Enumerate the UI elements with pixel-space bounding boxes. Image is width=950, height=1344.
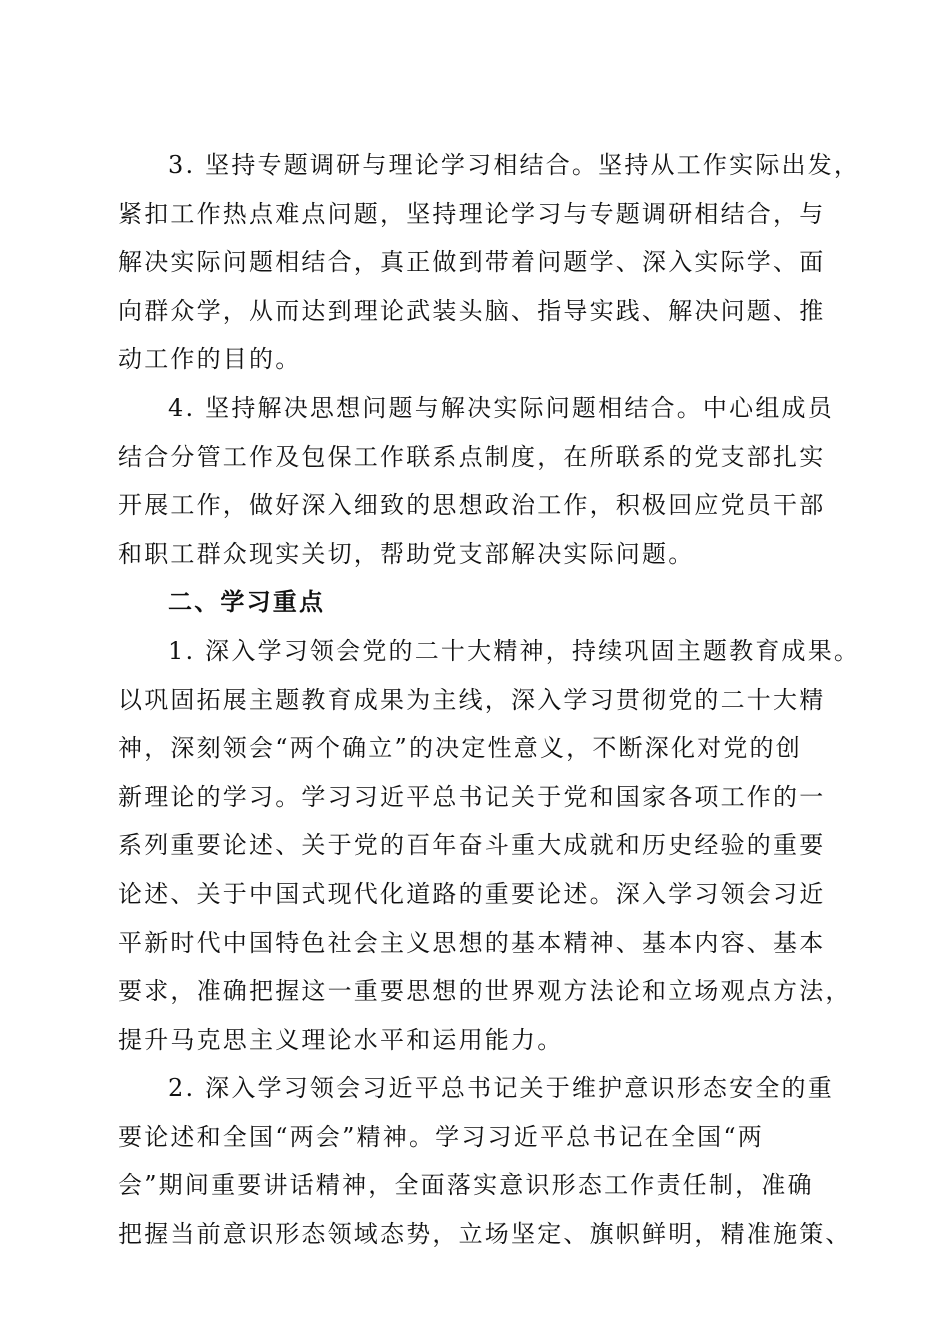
paragraph-3-line-1: 3. 坚持专题调研与理论学习相结合。坚持从工作实际出发， xyxy=(168,151,861,179)
paragraph-4-line-1: 4. 坚持解决思想问题与解决实际问题相结合。中心组成员 xyxy=(168,393,834,422)
paragraph-4-line-4: 和职工群众现实关切，帮助党支部解决实际问题。 xyxy=(118,539,695,568)
paragraph-4-line-2: 结合分管工作及包保工作联系点制度，在所联系的党支部扎实 xyxy=(118,442,826,471)
focus-2-line-4: 把握当前意识形态领域态势，立场坚定、旗帜鲜明，精准施策、 xyxy=(118,1220,852,1249)
focus-1-line-5: 系列重要论述、关于党的百年奋斗重大成就和历史经验的重要 xyxy=(118,831,826,860)
paragraph-4-line-3: 开展工作，做好深入细致的思想政治工作，积极回应党员干部 xyxy=(118,491,826,520)
focus-1-line-4: 新理论的学习。学习习近平总书记关于党和国家各项工作的一 xyxy=(118,782,826,811)
document-body xyxy=(118,141,861,1259)
focus-2-line-3: 会”期间重要讲话精神，全面落实意识形态工作责任制，准确 xyxy=(118,1171,814,1200)
paragraph-3-line-4: 向群众学，从而达到理论武装头脑、指导实践、解决问题、推 xyxy=(118,296,826,325)
focus-1-line-1: 1. 深入学习领会党的二十大精神，持续巩固主题教育成果。 xyxy=(168,636,861,665)
paragraph-3-line-5: 动工作的目的。 xyxy=(118,345,302,374)
focus-1-line-2: 以巩固拓展主题教育成果为主线，深入学习贯彻党的二十大精 xyxy=(118,685,826,714)
focus-1-line-3: 神，深刻领会“两个确立”的决定性意义，不断深化对党的创 xyxy=(118,734,802,763)
focus-1-line-8: 要求，准确把握这一重要思想的世界观方法论和立场观点方法， xyxy=(118,977,852,1006)
paragraph-3-line-3: 解决实际问题相结合，真正做到带着问题学、深入实际学、面 xyxy=(118,248,826,277)
focus-2-line-2: 要论述和全国“两会”精神。学习习近平总书记在全国“两 xyxy=(118,1122,765,1151)
focus-1-line-7: 平新时代中国特色社会主义思想的基本精神、基本内容、基本 xyxy=(118,928,826,957)
focus-1-line-6: 论述、关于中国式现代化道路的重要论述。深入学习领会习近 xyxy=(118,879,826,908)
focus-2-line-1: 2. 深入学习领会习近平总书记关于维护意识形态安全的重 xyxy=(168,1074,834,1103)
paragraph-3-line-2: 紧扣工作热点难点问题，坚持理论学习与专题调研相结合，与 xyxy=(118,199,826,228)
section-heading-study-focus: 二、学习重点 xyxy=(168,588,326,617)
focus-1-line-9: 提升马克思主义理论水平和运用能力。 xyxy=(118,1025,564,1054)
